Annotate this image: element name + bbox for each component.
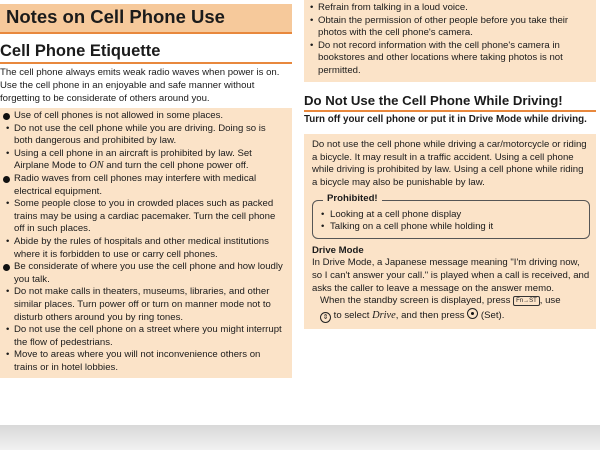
instruction-text: , use	[539, 295, 561, 307]
list-item: • Do not make calls in theaters, museums, libraries, and other similar places. Turn power off or turn on manner mode not to disturb others around you by ring tones.	[0, 286, 286, 324]
right-column	[304, 0, 596, 329]
instruction-text: When the standby screen is displayed, press	[320, 295, 511, 307]
list-heading-item: Be considerate of where you use the cell phone and how loudly you talk.	[0, 261, 286, 286]
intro-text	[0, 66, 292, 105]
driving-subtitle: Turn off your cell phone or put it in Drive Mode while driving.	[304, 113, 587, 125]
list-heading-item: Use of cell phones is not allowed in some places.	[0, 110, 286, 123]
driving-body: Do not use the cell phone while driving a car/motorcycle or riding a bicycle. It may result in a traffic accident. Using a cell phone while driving is prohibited by law. Using a cell phone while riding a bicycle may also be punishable by law.	[312, 139, 587, 188]
etiquette-continued-list	[304, 2, 590, 78]
drive-mode-instructions	[312, 295, 590, 323]
left-column	[0, 0, 292, 378]
list-item: • Do not record information with the cell phone's camera in bookstores and other locations where taking photos is not permitted.	[304, 40, 590, 78]
page-title: Notes on Cell Phone Use	[0, 4, 292, 34]
list-item: • Using a cell phone in an aircraft is prohibited by law. Set Airplane Mode to ON and turn the cell phone power off.	[0, 148, 286, 173]
intro-paragraph: Use the cell phone in an enjoyable and safe manner without forgetting to be considerate of others around you.	[0, 80, 255, 104]
list-heading-item: Radio waves from cell phones may interfere with medical electrical equipment.	[0, 173, 286, 198]
list-item: • Do not use the cell phone on a street where you might interrupt the flow of pedestrians.	[0, 324, 286, 349]
section-title: Cell Phone Etiquette	[0, 41, 292, 64]
page-shadow	[0, 425, 600, 450]
instruction-text: to select	[333, 309, 370, 321]
function-key-icon: Fn→ST	[513, 296, 540, 306]
list-item: • Move to areas where you will not inconvenience others on trains or in hotel lobbies.	[0, 349, 286, 374]
driving-box	[304, 134, 596, 329]
prohibited-label: Prohibited!	[323, 193, 382, 206]
intro-paragraph: The cell phone always emits weak radio waves when power is on.	[0, 67, 280, 78]
center-key-icon	[467, 308, 478, 319]
list-item: • Abide by the rules of hospitals and other medical institutions where it is forbidden to use or carry cell phones.	[0, 236, 286, 261]
drive-menu-item: Drive	[372, 309, 396, 321]
airplane-mode-value: ON	[89, 160, 104, 172]
etiquette-continued-box	[304, 0, 596, 82]
drive-mode-body: In Drive Mode, a Japanese message meaning "I'm driving now, so I can't answer your call." is played when a call is received, and asks the caller to leave a message on the answer memo.	[312, 257, 590, 294]
instruction-text: (Set).	[480, 309, 505, 321]
instruction-text: , and then press	[395, 309, 465, 321]
driving-section-title: Do Not Use the Cell Phone While Driving!	[304, 92, 596, 112]
etiquette-list	[0, 110, 286, 374]
navigation-key-icon: ⇕	[320, 312, 331, 323]
list-item: • Talking on a cell phone while holding it	[321, 221, 583, 234]
list-item: • Obtain the permission of other people before you take their photos with the cell phone's camera.	[304, 15, 590, 40]
list-item: • Some people close to you in crowded places such as packed trains may be using a cardiac pacemaker. Turn the cell phone off in such places.	[0, 198, 286, 236]
prohibited-list	[321, 209, 583, 234]
list-item: • Refrain from talking in a loud voice.	[304, 2, 590, 15]
etiquette-box	[0, 108, 292, 378]
list-item: • Looking at a cell phone display	[321, 209, 583, 222]
drive-mode-title: Drive Mode	[312, 244, 364, 256]
list-item: • Do not use the cell phone while you are driving. Doing so is both dangerous and prohibited by law.	[0, 123, 286, 148]
prohibited-box	[312, 192, 590, 239]
